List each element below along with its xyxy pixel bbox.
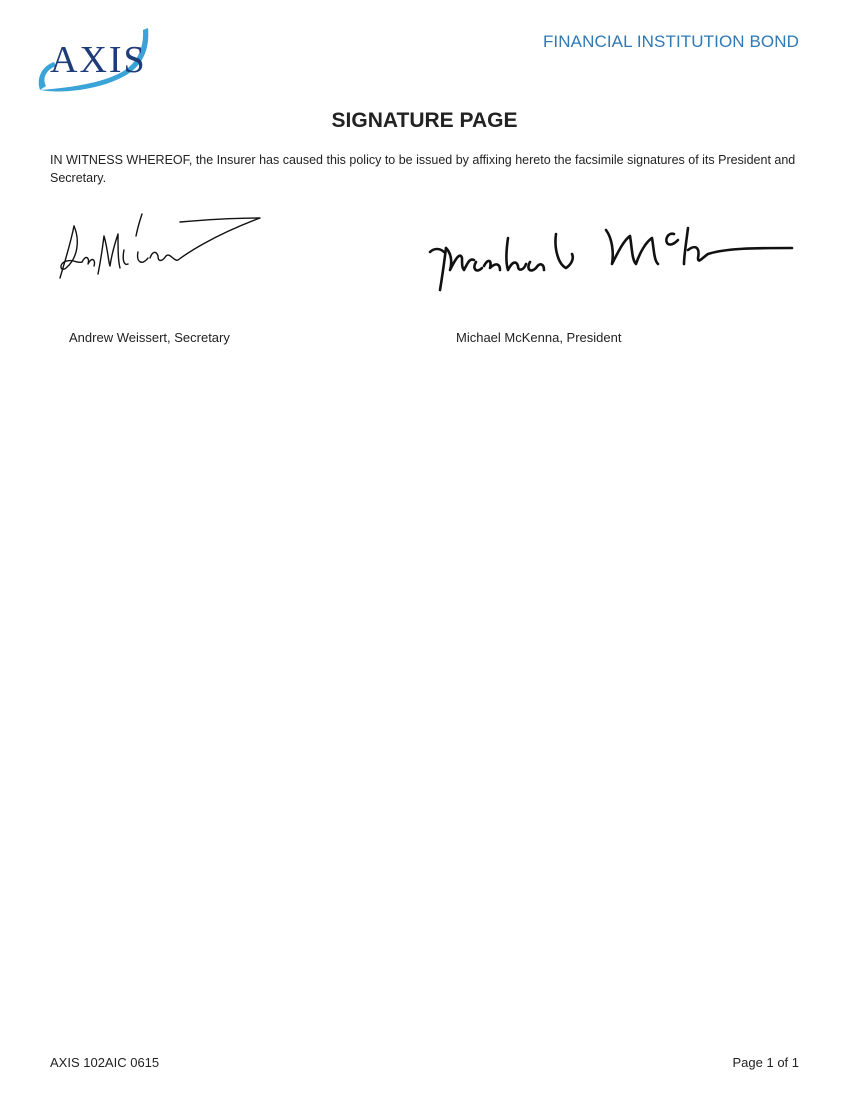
logo-wordmark: AXIS [50,39,147,81]
axis-logo [32,20,152,96]
secretary-signature [52,206,272,292]
footer-page-number: Page 1 of 1 [732,1055,799,1070]
document-type: FINANCIAL INSTITUTION BOND [542,32,799,51]
footer-form-code: AXIS 102AIC 0615 [50,1055,160,1070]
axis-logo-mark [32,20,152,96]
secretary-name: Andrew Weissert, Secretary [69,330,230,345]
page-title: SIGNATURE PAGE [331,109,518,132]
witness-statement: IN WITNESS WHEREOF, the Insurer has caused this policy to be issued by affixing hereto the facsimile signatures of its President and Secretary. [50,153,796,185]
president-signature [426,218,798,296]
president-name: Michael McKenna, President [456,330,622,345]
